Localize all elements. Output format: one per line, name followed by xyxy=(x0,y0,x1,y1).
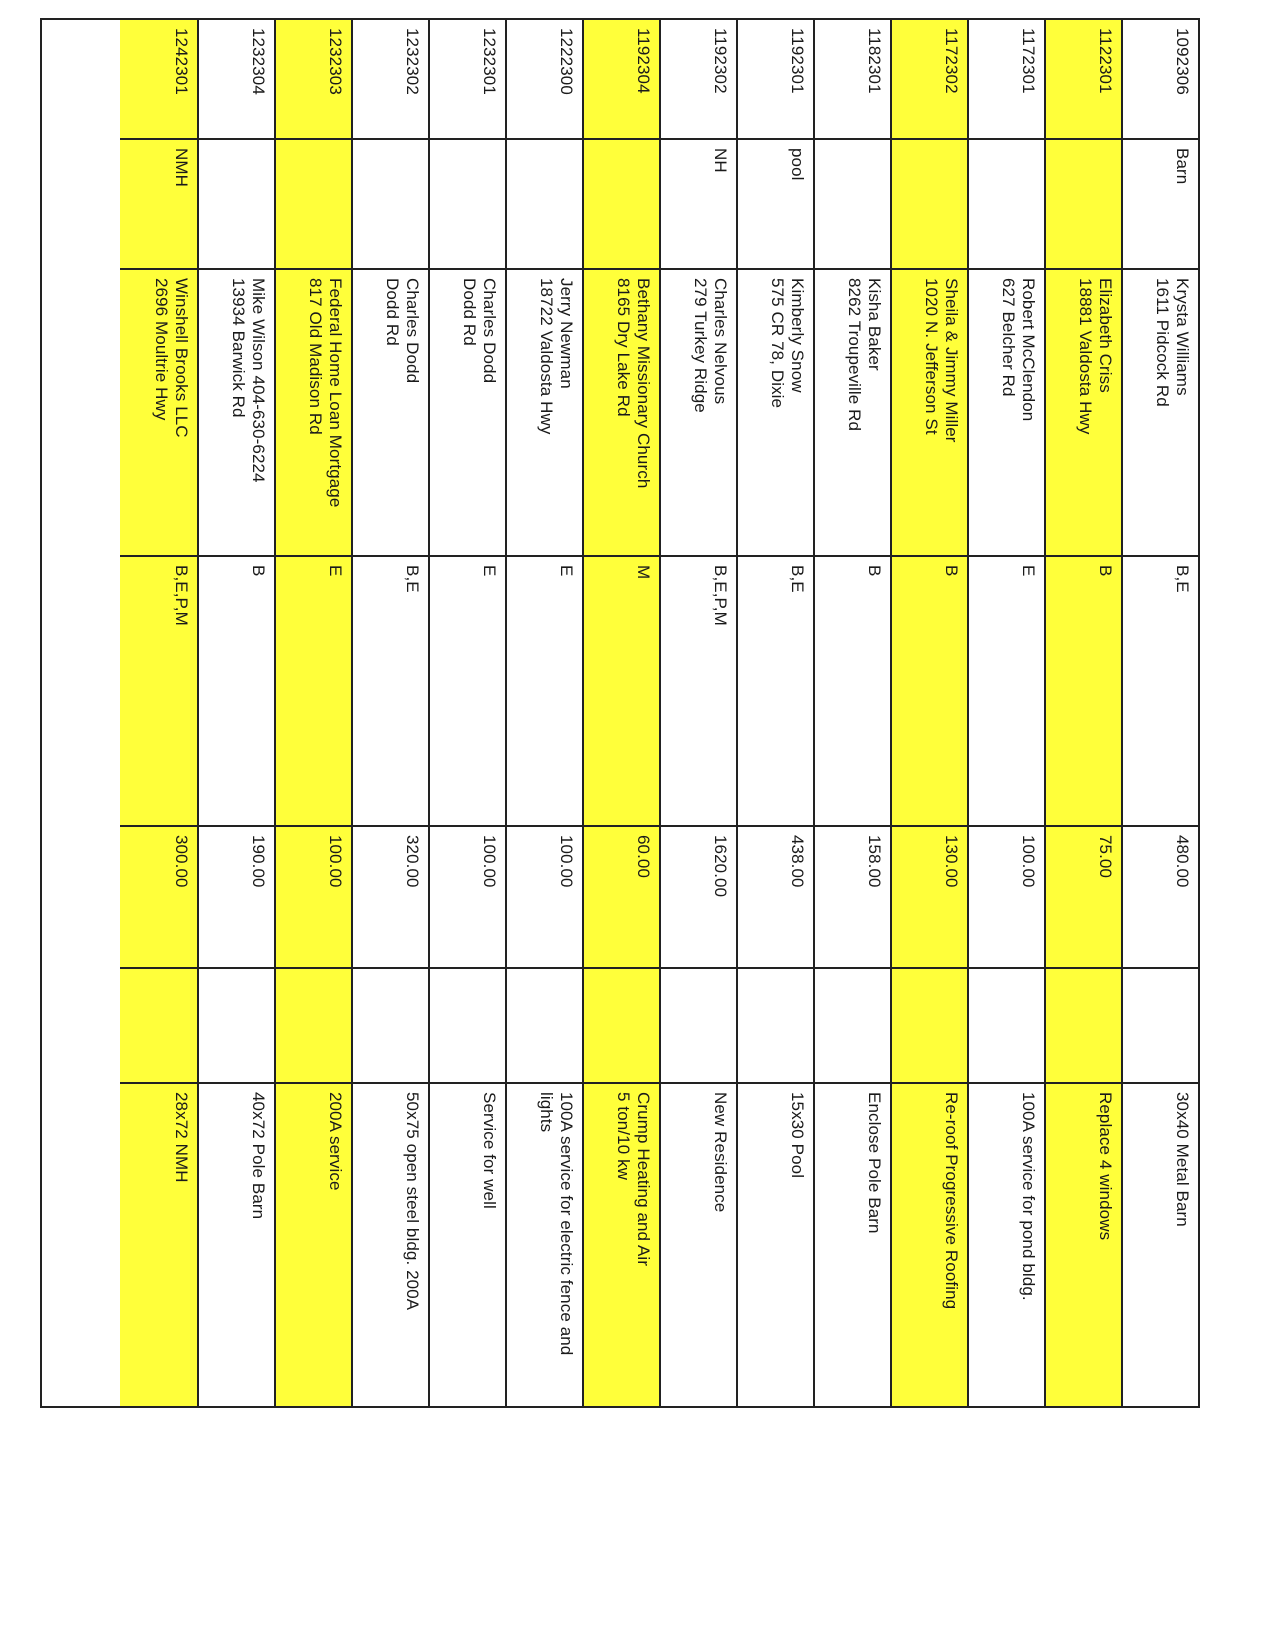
fee-cell xyxy=(738,827,813,969)
permit-number-cell xyxy=(276,20,351,140)
table-row xyxy=(1121,20,1198,1406)
permit-fee: 100.00 xyxy=(480,835,499,888)
work-description: Service for well xyxy=(480,1092,499,1209)
fee-cell xyxy=(1123,827,1198,969)
fee-cell xyxy=(507,827,582,969)
owner-address-cell xyxy=(661,270,736,557)
table-row xyxy=(274,20,351,1406)
owner-name: Bethany Missionary Church xyxy=(634,278,653,489)
permit-fee: 480.00 xyxy=(1173,835,1192,888)
permit-fee: 320.00 xyxy=(403,835,422,888)
owner-address: Dodd Rd xyxy=(383,278,402,346)
permit-type-cell xyxy=(738,140,813,270)
table-row xyxy=(351,20,428,1406)
description-cell xyxy=(892,1084,967,1406)
permit-number: 1172302 xyxy=(942,28,961,94)
permit-number: 1192302 xyxy=(711,28,730,94)
inspections-cell xyxy=(276,557,351,827)
permit-type-cell xyxy=(276,140,351,270)
inspections-cell xyxy=(969,557,1044,827)
permit-type-cell xyxy=(199,140,274,270)
table-row xyxy=(890,20,967,1406)
owner-name: Krysta Williams xyxy=(1173,278,1192,396)
permit-fee: 100.00 xyxy=(1019,835,1038,888)
inspections-cell xyxy=(1046,557,1121,827)
extra-cell xyxy=(892,969,967,1084)
inspection-codes: B,E,P,M xyxy=(711,565,730,626)
permit-number: 1192304 xyxy=(634,28,653,94)
extra-cell xyxy=(815,969,890,1084)
description-cell xyxy=(353,1084,428,1406)
extra-cell xyxy=(430,969,505,1084)
work-description-detail: 5 ton/10 kw xyxy=(614,1092,633,1181)
permit-log-table xyxy=(40,18,1200,1408)
permit-fee: 300.00 xyxy=(172,835,191,888)
fee-cell xyxy=(353,827,428,969)
permit-type-cell xyxy=(430,140,505,270)
permit-number-cell xyxy=(1123,20,1198,140)
inspection-codes: B xyxy=(249,565,268,577)
permit-type: NMH xyxy=(172,148,191,188)
permit-type: pool xyxy=(788,148,807,181)
inspection-codes: E xyxy=(326,565,345,577)
permit-number: 1122301 xyxy=(1096,28,1115,94)
extra-cell xyxy=(738,969,813,1084)
owner-address-cell xyxy=(1046,270,1121,557)
work-description: 200A service xyxy=(326,1092,345,1191)
owner-address: 13934 Barwick Rd xyxy=(229,278,248,418)
extra-cell xyxy=(969,969,1044,1084)
inspections-cell xyxy=(199,557,274,827)
permit-number-cell xyxy=(738,20,813,140)
owner-address: Dodd Rd xyxy=(460,278,479,346)
inspection-codes: B xyxy=(942,565,961,577)
work-description: 28x72 NMH xyxy=(172,1092,191,1183)
description-cell xyxy=(661,1084,736,1406)
owner-address: 575 CR 78, Dixie xyxy=(768,278,787,409)
work-description: 50x75 open steel bldg. 200A xyxy=(403,1092,422,1311)
table-row xyxy=(736,20,813,1406)
owner-name: Federal Home Loan Mortgage xyxy=(326,278,345,508)
permit-number: 1172301 xyxy=(1019,28,1038,94)
permit-number-cell xyxy=(507,20,582,140)
fee-cell xyxy=(892,827,967,969)
owner-address-cell xyxy=(276,270,351,557)
permit-fee: 190.00 xyxy=(249,835,268,888)
inspection-codes: B,E xyxy=(788,565,807,593)
work-description: 100A service for electric fence and lights xyxy=(537,1092,576,1356)
permit-type-cell xyxy=(1046,140,1121,270)
permit-number-cell xyxy=(120,20,197,140)
inspections-cell xyxy=(120,557,197,827)
description-cell xyxy=(199,1084,274,1406)
permit-fee: 130.00 xyxy=(942,835,961,888)
table-row xyxy=(1044,20,1121,1406)
work-description: Replace 4 windows xyxy=(1096,1092,1115,1241)
fee-cell xyxy=(120,827,197,969)
inspection-codes: B,E,P,M xyxy=(172,565,191,626)
owner-address-cell xyxy=(969,270,1044,557)
work-description: Re-roof Progressive Roofing xyxy=(942,1092,961,1310)
table-row xyxy=(813,20,890,1406)
description-cell xyxy=(507,1084,582,1406)
permit-fee: 100.00 xyxy=(326,835,345,888)
description-cell xyxy=(969,1084,1044,1406)
description-cell xyxy=(430,1084,505,1406)
inspections-cell xyxy=(507,557,582,827)
extra-cell xyxy=(353,969,428,1084)
permit-fee: 438.00 xyxy=(788,835,807,888)
permit-number: 1232304 xyxy=(249,28,268,95)
permit-number-cell xyxy=(892,20,967,140)
inspections-cell xyxy=(353,557,428,827)
owner-address-cell xyxy=(584,270,659,557)
owner-name: Charles Dodd xyxy=(403,278,422,384)
permit-number: 1232303 xyxy=(326,28,345,95)
work-description: Enclose Pole Barn xyxy=(865,1092,884,1234)
description-cell xyxy=(120,1084,197,1406)
extra-cell xyxy=(584,969,659,1084)
fee-cell xyxy=(276,827,351,969)
permit-number-cell xyxy=(661,20,736,140)
work-description: 30x40 Metal Barn xyxy=(1173,1092,1192,1227)
inspections-cell xyxy=(738,557,813,827)
extra-cell xyxy=(1123,969,1198,1084)
permit-type-cell xyxy=(353,140,428,270)
fee-cell xyxy=(661,827,736,969)
table-row xyxy=(197,20,274,1406)
permit-number-cell xyxy=(584,20,659,140)
description-cell xyxy=(815,1084,890,1406)
inspections-cell xyxy=(584,557,659,827)
owner-name: Robert McClendon xyxy=(1019,278,1038,422)
inspection-codes: E xyxy=(557,565,576,577)
work-description: 40x72 Pole Barn xyxy=(249,1092,268,1220)
permit-number-cell xyxy=(1046,20,1121,140)
permit-number: 1232301 xyxy=(480,28,499,95)
inspections-cell xyxy=(815,557,890,827)
owner-address-cell xyxy=(353,270,428,557)
inspection-codes: B xyxy=(865,565,884,577)
permit-number: 1242301 xyxy=(172,28,191,95)
work-description: 15x30 Pool xyxy=(788,1092,807,1179)
permit-type-cell xyxy=(507,140,582,270)
permit-fee: 158.00 xyxy=(865,835,884,888)
table-row xyxy=(582,20,659,1406)
owner-address: 279 Turkey Ridge xyxy=(691,278,710,413)
owner-address: 1020 N. Jefferson St xyxy=(922,278,941,435)
permit-type-cell xyxy=(584,140,659,270)
extra-cell xyxy=(276,969,351,1084)
table-row xyxy=(428,20,505,1406)
inspection-codes: E xyxy=(480,565,499,577)
inspection-codes: B,E xyxy=(403,565,422,593)
extra-cell xyxy=(507,969,582,1084)
owner-address: 8165 Dry Lake Rd xyxy=(614,278,633,417)
owner-address-cell xyxy=(507,270,582,557)
owner-address-cell xyxy=(199,270,274,557)
inspection-codes: M xyxy=(634,565,653,580)
permit-fee: 60.00 xyxy=(634,835,653,879)
extra-cell xyxy=(1046,969,1121,1084)
owner-name: Charles Dodd xyxy=(480,278,499,384)
fee-cell xyxy=(430,827,505,969)
table-row xyxy=(505,20,582,1406)
owner-address-cell xyxy=(738,270,813,557)
owner-name: Sheila & Jimmy Miller xyxy=(942,278,961,443)
permit-type-cell xyxy=(892,140,967,270)
description-cell xyxy=(584,1084,659,1406)
permit-number-cell xyxy=(969,20,1044,140)
owner-name: Mike Wilson 404-630-6224 xyxy=(249,278,268,483)
owner-address: 2696 Moultrie Hwy xyxy=(152,278,171,421)
owner-address: 817 Old Madison Rd xyxy=(306,278,325,435)
work-description: Crump Heating and Air xyxy=(634,1092,653,1267)
fee-cell xyxy=(969,827,1044,969)
description-cell xyxy=(1046,1084,1121,1406)
description-cell xyxy=(1123,1084,1198,1406)
owner-name: Elizabeth Criss xyxy=(1096,278,1115,393)
permit-number: 1222300 xyxy=(557,28,576,95)
inspections-cell xyxy=(892,557,967,827)
inspections-cell xyxy=(430,557,505,827)
owner-name: Winshell Brooks LLC xyxy=(172,278,191,438)
fee-cell xyxy=(1046,827,1121,969)
permit-type-cell xyxy=(815,140,890,270)
work-description: 100A service for pond bldg. xyxy=(1019,1092,1038,1301)
owner-name: Jerry Newman xyxy=(557,278,576,389)
permit-type-cell xyxy=(969,140,1044,270)
table-row xyxy=(120,20,197,1406)
owner-name: Kisha Baker xyxy=(865,278,884,371)
extra-cell xyxy=(120,969,197,1084)
permit-type-cell xyxy=(661,140,736,270)
permit-type: NH xyxy=(711,148,730,173)
inspection-codes: B xyxy=(1096,565,1115,577)
owner-address: 18881 Valdosta Hwy xyxy=(1076,278,1095,435)
permit-number-cell xyxy=(430,20,505,140)
extra-cell xyxy=(661,969,736,1084)
permit-fee: 100.00 xyxy=(557,835,576,888)
inspections-cell xyxy=(661,557,736,827)
fee-cell xyxy=(584,827,659,969)
inspection-codes: B,E xyxy=(1173,565,1192,593)
owner-address-cell xyxy=(892,270,967,557)
permit-number-cell xyxy=(353,20,428,140)
extra-cell xyxy=(199,969,274,1084)
owner-address: 1611 Pidcock Rd xyxy=(1153,278,1172,407)
owner-address-cell xyxy=(120,270,197,557)
fee-cell xyxy=(815,827,890,969)
permit-number-cell xyxy=(815,20,890,140)
owner-address: 8262 Troupeville Rd xyxy=(845,278,864,432)
owner-address-cell xyxy=(1123,270,1198,557)
permit-fee: 75.00 xyxy=(1096,835,1115,879)
permit-number: 1182301 xyxy=(865,28,884,94)
permit-number: 1232302 xyxy=(403,28,422,95)
permit-type-cell xyxy=(1123,140,1198,270)
owner-name: Charles Nelvous xyxy=(711,278,730,405)
owner-address-cell xyxy=(430,270,505,557)
owner-address: 627 Belcher Rd xyxy=(999,278,1018,397)
inspections-cell xyxy=(1123,557,1198,827)
description-cell xyxy=(738,1084,813,1406)
inspection-codes: E xyxy=(1019,565,1038,577)
table-row xyxy=(967,20,1044,1406)
owner-name: Kimberly Snow xyxy=(788,278,807,393)
fee-cell xyxy=(199,827,274,969)
permit-type-cell xyxy=(120,140,197,270)
owner-address: 18722 Valdosta Hwy xyxy=(537,278,556,435)
work-description: New Residence xyxy=(711,1092,730,1213)
table-row xyxy=(659,20,736,1406)
owner-address-cell xyxy=(815,270,890,557)
description-cell xyxy=(276,1084,351,1406)
permit-number: 1092306 xyxy=(1173,28,1192,95)
permit-number: 1192301 xyxy=(788,28,807,94)
permit-type: Barn xyxy=(1173,148,1192,185)
permit-fee: 1620.00 xyxy=(711,835,730,898)
permit-number-cell xyxy=(199,20,274,140)
